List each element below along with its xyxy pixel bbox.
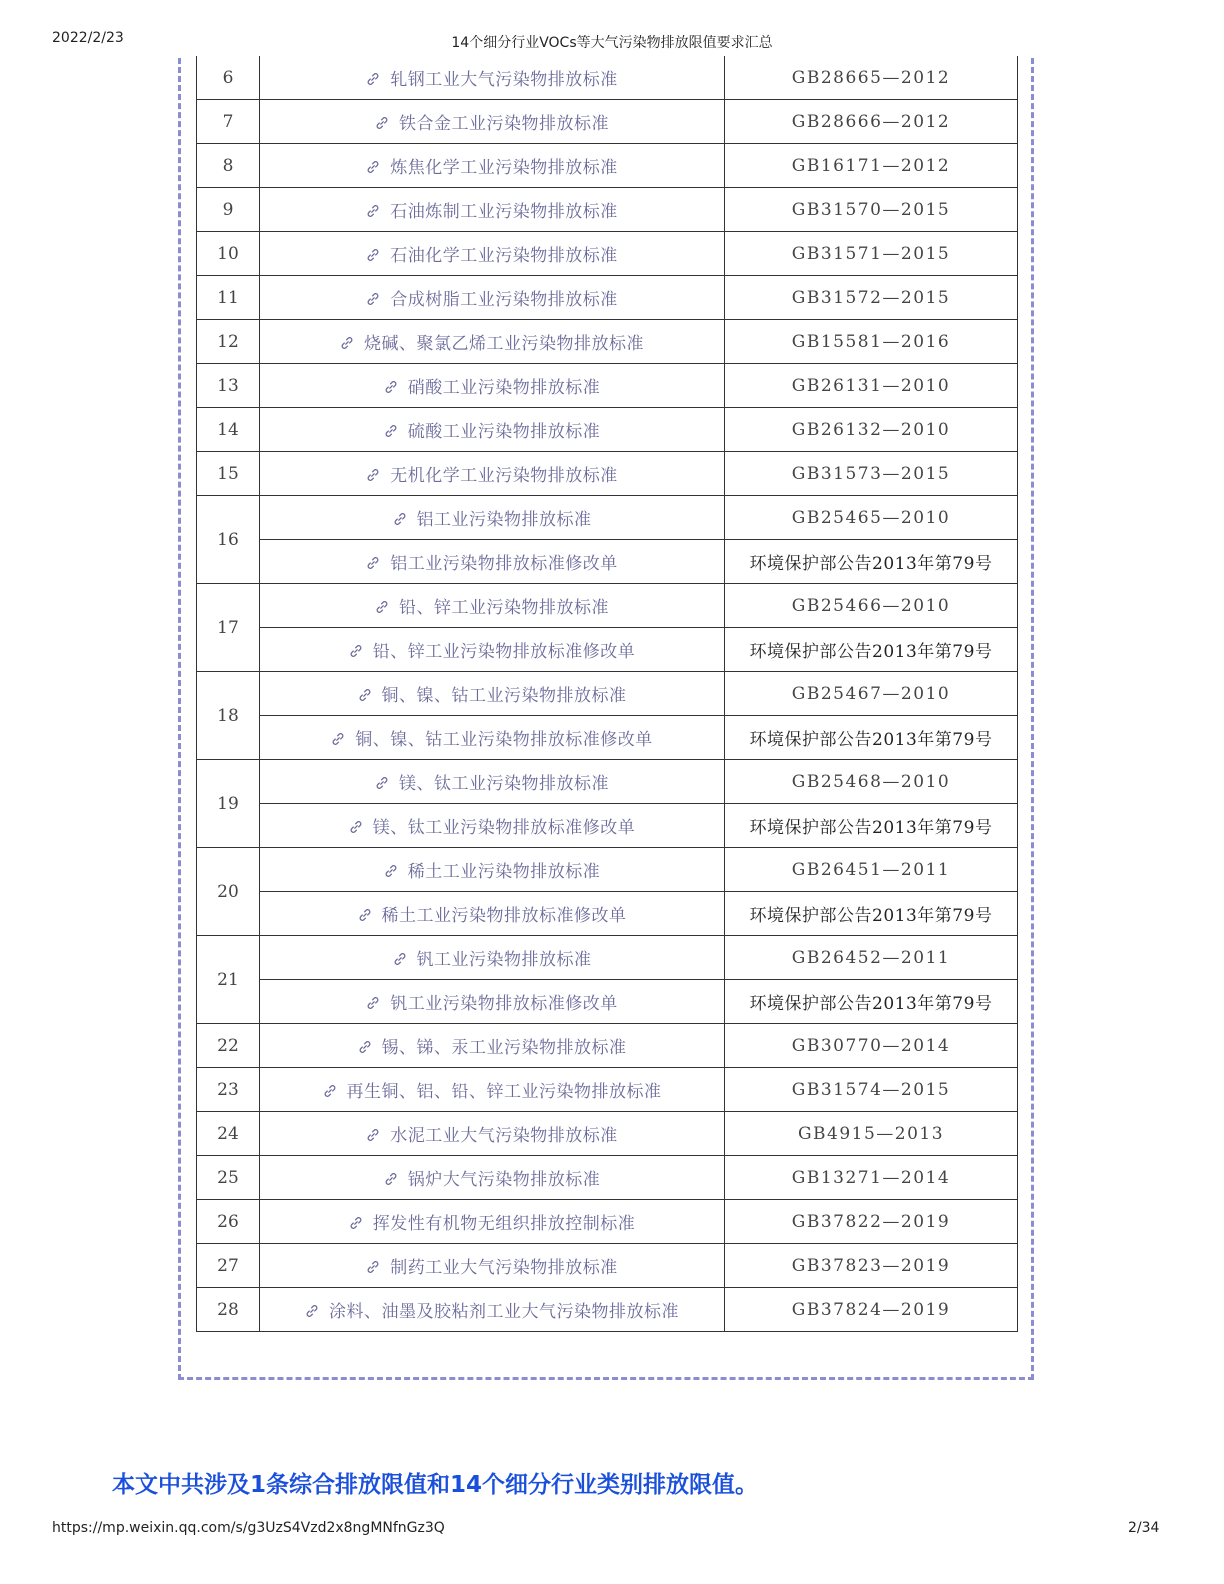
- standard-link[interactable]: [358, 906, 627, 926]
- standard-link-label: 合成树脂工业污染物排放标准: [390, 290, 618, 310]
- standard-name-cell: [260, 980, 725, 1024]
- standard-link[interactable]: [331, 730, 653, 750]
- standard-link[interactable]: [366, 246, 618, 266]
- standard-link-label: 石油化学工业污染物排放标准: [390, 246, 618, 266]
- standard-link[interactable]: [366, 466, 618, 486]
- table-row: [197, 320, 1018, 364]
- link-icon: [331, 731, 345, 745]
- table-row: [197, 1200, 1018, 1244]
- standard-link-label: 铁合金工业污染物排放标准: [399, 114, 609, 134]
- standard-link[interactable]: [375, 774, 609, 794]
- standard-name-cell: [260, 100, 725, 144]
- row-number: 27: [197, 1244, 260, 1288]
- row-number: 28: [197, 1288, 260, 1332]
- standard-link[interactable]: [323, 1082, 662, 1102]
- link-icon: [375, 599, 389, 613]
- standard-link[interactable]: [305, 1302, 679, 1322]
- standard-name-cell: [260, 1200, 725, 1244]
- standard-name-cell: [260, 320, 725, 364]
- standard-code: GB25465—2010: [725, 496, 1018, 540]
- standard-name-cell: [260, 1156, 725, 1200]
- table-row: [197, 1024, 1018, 1068]
- link-icon: [393, 951, 407, 965]
- table-row: [197, 1156, 1018, 1200]
- standard-code: 环境保护部公告2013年第79号: [725, 540, 1018, 584]
- row-number: 24: [197, 1112, 260, 1156]
- table-row: [197, 188, 1018, 232]
- table-row: [197, 848, 1018, 892]
- standard-link-label: 锡、锑、汞工业污染物排放标准: [381, 1038, 627, 1058]
- standard-link[interactable]: [349, 642, 636, 662]
- standard-link-label: 制药工业大气污染物排放标准: [390, 1258, 618, 1278]
- standard-name-cell: [260, 56, 725, 100]
- standard-name-cell: [260, 936, 725, 980]
- row-number: 19: [197, 760, 260, 848]
- table-row: [197, 584, 1018, 628]
- standard-link-label: 烧碱、聚氯乙烯工业污染物排放标准: [364, 334, 644, 354]
- table-row: [197, 1068, 1018, 1112]
- row-number: 13: [197, 364, 260, 408]
- row-number: 17: [197, 584, 260, 672]
- table-row: [197, 496, 1018, 540]
- standard-code: GB13271—2014: [725, 1156, 1018, 1200]
- standard-code: GB25466—2010: [725, 584, 1018, 628]
- standard-code: GB30770—2014: [725, 1024, 1018, 1068]
- table-row: [197, 144, 1018, 188]
- link-icon: [366, 291, 380, 305]
- standard-name-cell: [260, 1068, 725, 1112]
- standard-code: GB31574—2015: [725, 1068, 1018, 1112]
- row-number: 6: [197, 56, 260, 100]
- row-number: 12: [197, 320, 260, 364]
- table-row: [197, 452, 1018, 496]
- standard-link[interactable]: [349, 1214, 636, 1234]
- standard-link-label: 铝工业污染物排放标准修改单: [390, 554, 618, 574]
- link-icon: [375, 775, 389, 789]
- link-icon: [366, 467, 380, 481]
- standard-code: GB28665—2012: [725, 56, 1018, 100]
- link-icon: [349, 1215, 363, 1229]
- row-number: 21: [197, 936, 260, 1024]
- standard-name-cell: [260, 848, 725, 892]
- standard-name-cell: [260, 188, 725, 232]
- standard-code: GB31570—2015: [725, 188, 1018, 232]
- standards-table: [196, 56, 1018, 1332]
- standard-link[interactable]: [393, 510, 592, 530]
- standard-name-cell: [260, 452, 725, 496]
- row-number: 8: [197, 144, 260, 188]
- standard-name-cell: [260, 1244, 725, 1288]
- standard-link-label: 炼焦化学工业污染物排放标准: [390, 158, 618, 178]
- table-row: [197, 760, 1018, 804]
- standard-link-label: 再生铜、铝、铅、锌工业污染物排放标准: [346, 1082, 662, 1102]
- standard-link-label: 挥发性有机物无组织排放控制标准: [372, 1214, 636, 1234]
- standard-link[interactable]: [366, 994, 618, 1014]
- standard-link[interactable]: [366, 158, 618, 178]
- table-row: [197, 364, 1018, 408]
- row-number: 23: [197, 1068, 260, 1112]
- link-icon: [366, 203, 380, 217]
- table-row: [197, 936, 1018, 980]
- row-number: 14: [197, 408, 260, 452]
- standard-link-label: 硝酸工业污染物排放标准: [407, 378, 601, 398]
- table-row: [197, 628, 1018, 672]
- standard-link-label: 镁、钛工业污染物排放标准修改单: [372, 818, 636, 838]
- print-page-number: 2/34: [1128, 1520, 1160, 1536]
- standards-table-body: [197, 56, 1018, 1332]
- standard-link[interactable]: [366, 70, 618, 90]
- standard-link[interactable]: [384, 1170, 601, 1190]
- row-number: 10: [197, 232, 260, 276]
- link-icon: [384, 379, 398, 393]
- standard-name-cell: [260, 1024, 725, 1068]
- table-row: [197, 1288, 1018, 1332]
- standard-name-cell: [260, 364, 725, 408]
- standard-link-label: 稀土工业污染物排放标准: [407, 862, 601, 882]
- standard-name-cell: [260, 1112, 725, 1156]
- standard-name-cell: [260, 232, 725, 276]
- print-url[interactable]: https://mp.weixin.qq.com/s/g3UzS4Vzd2x8ngMNfnGz3Q: [52, 1520, 445, 1536]
- standard-name-cell: [260, 892, 725, 936]
- standard-link[interactable]: [393, 950, 592, 970]
- standard-name-cell: [260, 672, 725, 716]
- print-title: 14个细分行业VOCs等大气污染物排放限值要求汇总: [451, 35, 773, 51]
- standard-link-label: 钒工业污染物排放标准修改单: [390, 994, 618, 1014]
- standard-code: GB4915—2013: [725, 1112, 1018, 1156]
- standard-code: GB37824—2019: [725, 1288, 1018, 1332]
- link-icon: [366, 995, 380, 1009]
- standard-code: 环境保护部公告2013年第79号: [725, 716, 1018, 760]
- row-number: 15: [197, 452, 260, 496]
- row-number: 11: [197, 276, 260, 320]
- standard-name-cell: [260, 276, 725, 320]
- table-row: [197, 716, 1018, 760]
- standard-link-label: 轧钢工业大气污染物排放标准: [390, 70, 618, 90]
- standard-code: GB37823—2019: [725, 1244, 1018, 1288]
- table-row: [197, 980, 1018, 1024]
- standard-link-label: 铅、锌工业污染物排放标准修改单: [372, 642, 636, 662]
- standard-link[interactable]: [384, 862, 601, 882]
- link-icon: [358, 907, 372, 921]
- standard-code: GB25467—2010: [725, 672, 1018, 716]
- table-row: [197, 232, 1018, 276]
- link-icon: [358, 1039, 372, 1053]
- standard-name-cell: [260, 804, 725, 848]
- table-row: [197, 1112, 1018, 1156]
- standard-link[interactable]: [366, 202, 618, 222]
- standard-code: 环境保护部公告2013年第79号: [725, 980, 1018, 1024]
- link-icon: [366, 555, 380, 569]
- row-number: 9: [197, 188, 260, 232]
- standard-link-label: 稀土工业污染物排放标准修改单: [381, 906, 627, 926]
- standard-code: GB26452—2011: [725, 936, 1018, 980]
- standard-link[interactable]: [349, 818, 636, 838]
- standard-code: GB15581—2016: [725, 320, 1018, 364]
- standard-code: GB31571—2015: [725, 232, 1018, 276]
- row-number: 26: [197, 1200, 260, 1244]
- standard-code: GB26451—2011: [725, 848, 1018, 892]
- link-icon: [323, 1083, 337, 1097]
- standard-link-label: 铜、镍、钴工业污染物排放标准: [381, 686, 627, 706]
- standard-code: GB26132—2010: [725, 408, 1018, 452]
- standard-code: 环境保护部公告2013年第79号: [725, 892, 1018, 936]
- standard-name-cell: [260, 760, 725, 804]
- standard-name-cell: [260, 408, 725, 452]
- standard-link-label: 铅、锌工业污染物排放标准: [399, 598, 609, 618]
- table-row: [197, 672, 1018, 716]
- link-icon: [305, 1303, 319, 1317]
- standard-name-cell: [260, 584, 725, 628]
- standard-link[interactable]: [358, 686, 627, 706]
- standard-link[interactable]: [366, 290, 618, 310]
- print-date: 2022/2/23: [52, 30, 124, 46]
- standard-link-label: 钒工业污染物排放标准: [416, 950, 592, 970]
- standard-name-cell: [260, 496, 725, 540]
- standard-link[interactable]: [366, 554, 618, 574]
- table-row: [197, 408, 1018, 452]
- standard-link-label: 铝工业污染物排放标准: [416, 510, 592, 530]
- row-number: 16: [197, 496, 260, 584]
- link-icon: [375, 115, 389, 129]
- standard-code: 环境保护部公告2013年第79号: [725, 804, 1018, 848]
- link-icon: [384, 1171, 398, 1185]
- table-row: [197, 56, 1018, 100]
- standard-code: GB25468—2010: [725, 760, 1018, 804]
- standard-link-label: 涂料、油墨及胶粘剂工业大气污染物排放标准: [329, 1302, 679, 1322]
- standard-code: GB28666—2012: [725, 100, 1018, 144]
- link-icon: [349, 643, 363, 657]
- link-icon: [340, 335, 354, 349]
- standard-name-cell: [260, 716, 725, 760]
- standard-code: GB26131—2010: [725, 364, 1018, 408]
- standard-name-cell: [260, 628, 725, 672]
- summary-text: 本文中共涉及1条综合排放限值和14个细分行业类别排放限值。: [112, 1472, 759, 1498]
- standard-link-label: 铜、镍、钴工业污染物排放标准修改单: [355, 730, 653, 750]
- row-number: 7: [197, 100, 260, 144]
- standard-link[interactable]: [366, 1126, 618, 1146]
- link-icon: [393, 511, 407, 525]
- standard-name-cell: [260, 1288, 725, 1332]
- table-row: [197, 276, 1018, 320]
- link-icon: [366, 1259, 380, 1273]
- standard-link[interactable]: [340, 334, 644, 354]
- table-row: [197, 100, 1018, 144]
- standard-link-label: 镁、钛工业污染物排放标准: [399, 774, 609, 794]
- link-icon: [384, 863, 398, 877]
- standard-link[interactable]: [384, 422, 601, 442]
- link-icon: [366, 1127, 380, 1141]
- standard-code: GB37822—2019: [725, 1200, 1018, 1244]
- link-icon: [358, 687, 372, 701]
- standard-link-label: 无机化学工业污染物排放标准: [390, 466, 618, 486]
- standard-code: GB31573—2015: [725, 452, 1018, 496]
- row-number: 18: [197, 672, 260, 760]
- standard-link-label: 水泥工业大气污染物排放标准: [390, 1126, 618, 1146]
- standard-link[interactable]: [366, 1258, 618, 1278]
- link-icon: [366, 247, 380, 261]
- standard-code: 环境保护部公告2013年第79号: [725, 628, 1018, 672]
- standard-name-cell: [260, 144, 725, 188]
- standard-code: GB16171—2012: [725, 144, 1018, 188]
- table-row: [197, 1244, 1018, 1288]
- standard-link-label: 石油炼制工业污染物排放标准: [390, 202, 618, 222]
- standard-link[interactable]: [375, 114, 609, 134]
- standard-link[interactable]: [375, 598, 609, 618]
- row-number: 20: [197, 848, 260, 936]
- table-row: [197, 804, 1018, 848]
- link-icon: [366, 71, 380, 85]
- link-icon: [349, 819, 363, 833]
- standard-link[interactable]: [384, 378, 601, 398]
- standard-name-cell: [260, 540, 725, 584]
- standard-link[interactable]: [358, 1038, 627, 1058]
- standard-link-label: 锅炉大气污染物排放标准: [407, 1170, 601, 1190]
- row-number: 25: [197, 1156, 260, 1200]
- standard-code: GB31572—2015: [725, 276, 1018, 320]
- standard-link-label: 硫酸工业污染物排放标准: [407, 422, 601, 442]
- link-icon: [366, 159, 380, 173]
- table-row: [197, 892, 1018, 936]
- row-number: 22: [197, 1024, 260, 1068]
- table-row: [197, 540, 1018, 584]
- link-icon: [384, 423, 398, 437]
